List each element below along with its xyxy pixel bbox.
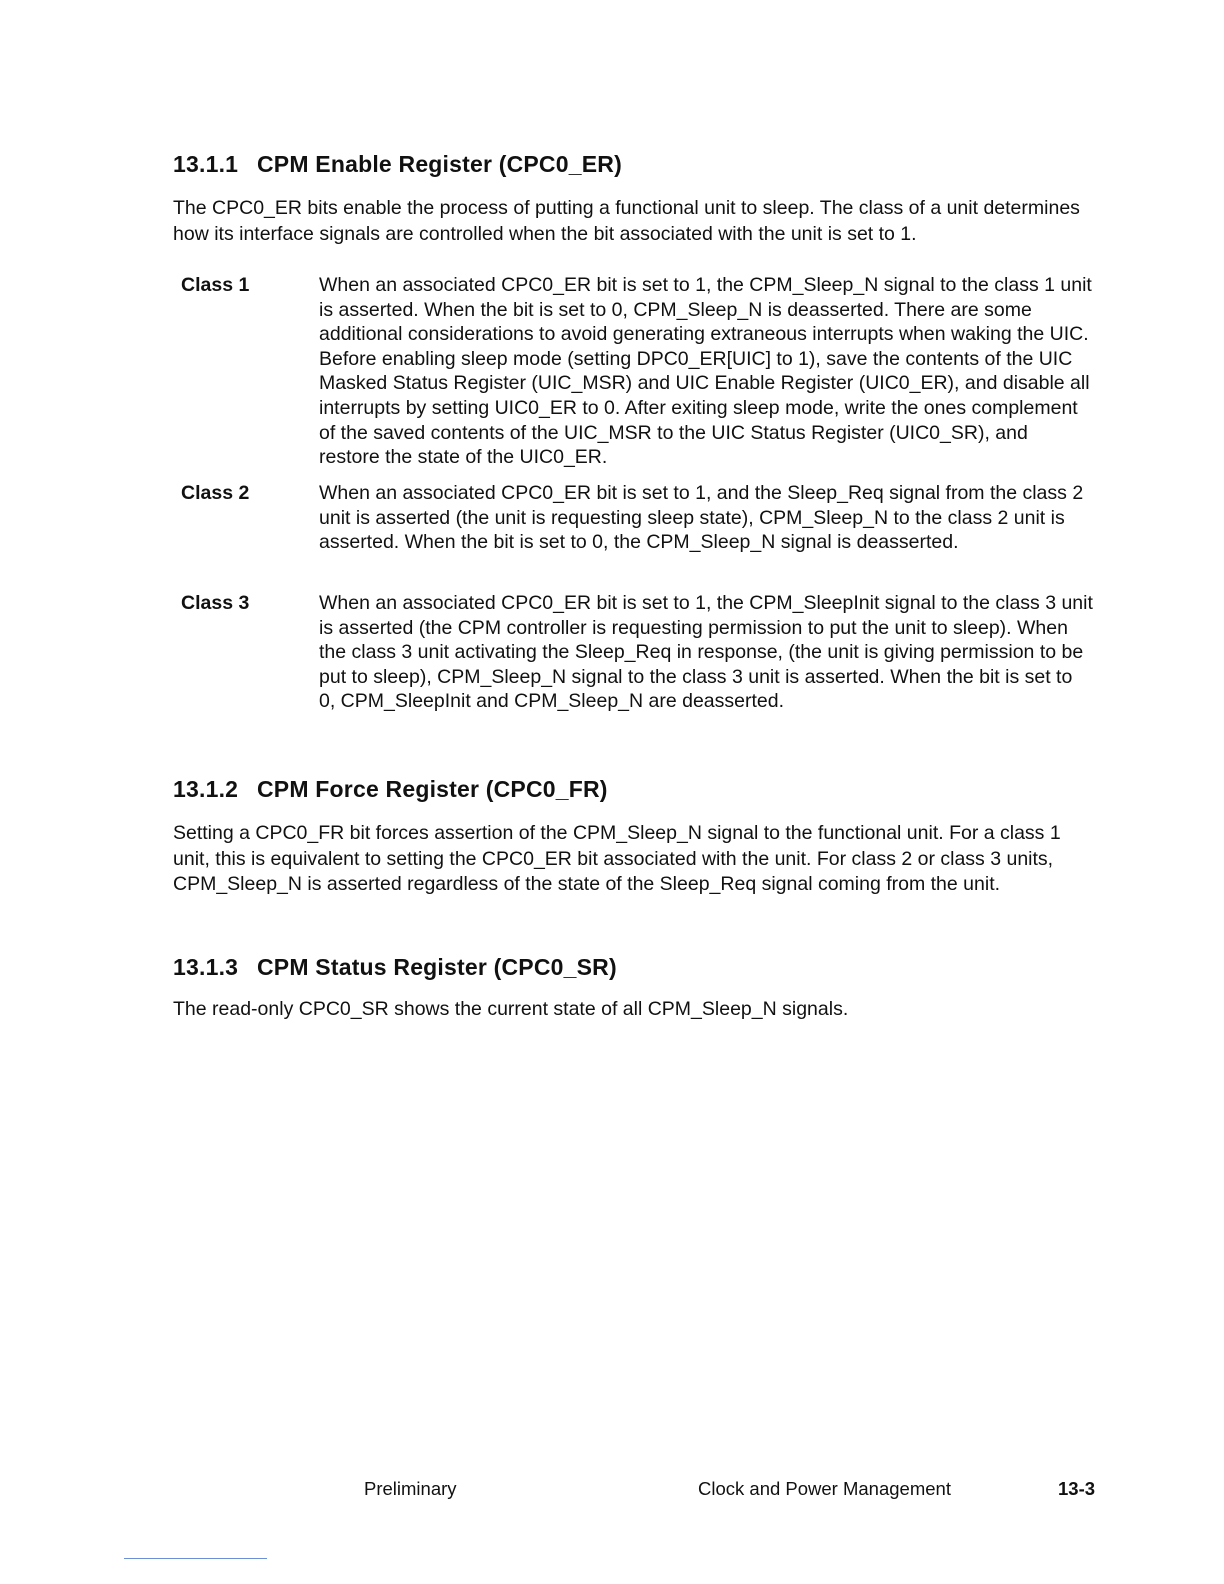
bottom-rule	[124, 1558, 267, 1559]
section-title: CPM Enable Register (CPC0_ER)	[257, 151, 622, 177]
section-number: 13.1.1	[173, 151, 239, 177]
class-label: Class 1	[181, 274, 250, 296]
section-title: CPM Force Register (CPC0_FR)	[257, 776, 608, 802]
footer-status: Preliminary	[364, 1478, 457, 1499]
class-description: When an associated CPC0_ER bit is set to 1, and the Sleep_Req signal from the class 2 unit is asserted (the unit is requesting sleep state), CPM_Sleep_N to the class 2 unit is asserted. When the bit is set to 0, the CPM_Sleep_N signal is deasserted.	[319, 482, 1084, 554]
class-label: Class 2	[181, 482, 250, 504]
section-number: 13.1.2	[173, 776, 239, 802]
section-body: Setting a CPC0_FR bit forces assertion of the CPM_Sleep_N signal to the functional unit. For a class 1 unit, this is equivalent to setting the CPC0_ER bit associated with the unit. For class 2 or class 3 units, CPM_Sleep_N is asserted regardless of the state of the Sleep_Req signal coming from the unit.	[173, 822, 1061, 895]
class-label: Class 3	[181, 592, 250, 614]
footer-page-number: 13-3	[1058, 1478, 1096, 1499]
class-description: When an associated CPC0_ER bit is set to 1, the CPM_SleepInit signal to the class 3 unit is asserted (the CPM controller is requesting permission to put the unit to sleep). When the class 3 unit activating the Sleep_Req in response, (the unit is giving permission to be put to sleep), CPM_Sleep_N signal to the class 3 unit is asserted. When the bit is set to 0, CPM_SleepInit and CPM_Sleep_N are deasserted.	[319, 592, 1093, 713]
footer-chapter: Clock and Power Management	[698, 1478, 951, 1499]
section-intro: The CPC0_ER bits enable the process of putting a functional unit to sleep. The class of a unit determines how its interface signals are controlled when the bit associated with the unit is set to 1.	[173, 197, 1080, 245]
section-heading-13-1-2	[173, 776, 608, 803]
section-heading-13-1-3	[173, 954, 617, 981]
section-title: CPM Status Register (CPC0_SR)	[257, 954, 617, 980]
section-number: 13.1.3	[173, 954, 239, 980]
class-description: When an associated CPC0_ER bit is set to 1, the CPM_Sleep_N signal to the class 1 unit is asserted. When the bit is set to 0, CPM_Sleep_N is deasserted. There are some additional considerations to avoid generating extraneous interrupts when waking the UIC. Before enabling sleep mode (setting DPC0_ER[UIC] to 1), save the contents of the UIC Masked Status Register (UIC_MSR) and UIC Enable Register (UIC0_ER), and disable all interrupts by setting UIC0_ER to 0. After exiting sleep mode, write the ones complement of the saved contents of the UIC_MSR to the UIC Status Register (UIC0_SR), and restore the state of the UIC0_ER.	[319, 274, 1092, 469]
section-body: The read-only CPC0_SR shows the current state of all CPM_Sleep_N signals.	[173, 998, 849, 1020]
section-heading-13-1-1	[173, 151, 622, 178]
